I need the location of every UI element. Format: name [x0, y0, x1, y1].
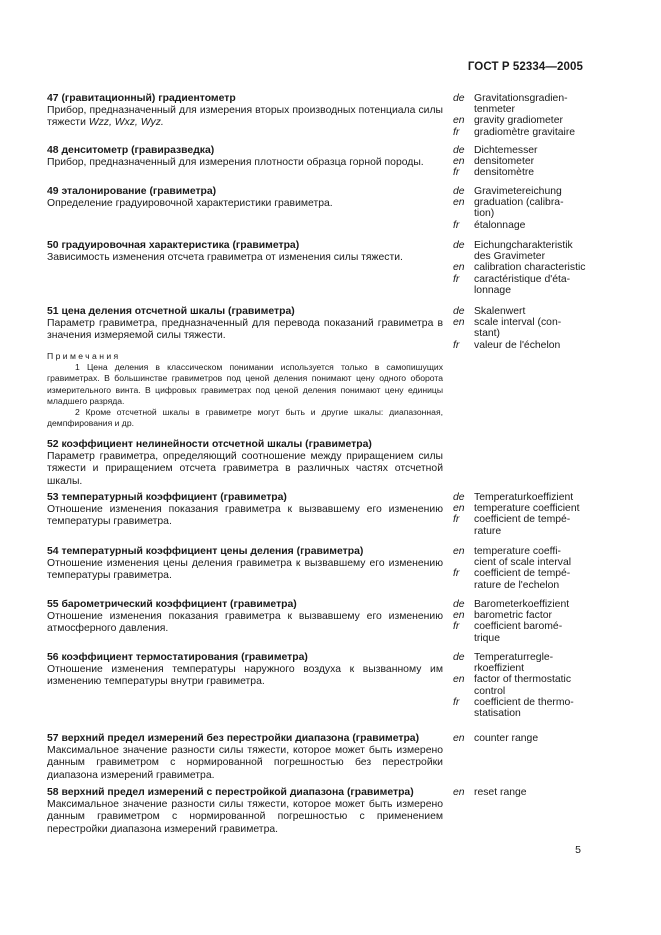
- translated-term: coefficient de thermo-: [474, 696, 574, 708]
- language-code: [453, 557, 474, 568]
- translation-line: [453, 251, 593, 262]
- language-code: de: [453, 492, 465, 503]
- translated-term: Barometerkoeffizient: [474, 599, 570, 610]
- language-code: de: [453, 652, 465, 663]
- translated-term: des Gravimeter: [474, 251, 546, 263]
- translations: [453, 93, 593, 138]
- translated-term: densitomètre: [474, 167, 535, 179]
- language-code: de: [453, 599, 465, 610]
- language-code: en: [453, 787, 465, 798]
- translated-term: Temperaturkoeffizient: [474, 492, 574, 503]
- translation-line: [453, 262, 593, 273]
- term-title: 54 температурный коэффициент цены деления (гравиметра): [47, 546, 364, 557]
- term-definition: Зависимость изменения отсчета гравиметра от изменения силы тяжести.: [47, 252, 403, 264]
- term-definition: Определение градуировочной характеристики гравиметра.: [47, 198, 333, 210]
- term-title: 47 (гравитационный) градиентометр: [47, 93, 236, 104]
- translated-term: counter range: [474, 733, 539, 744]
- language-code: fr: [453, 514, 460, 526]
- translated-term: Eichungcharakteristik: [474, 240, 573, 251]
- term-definition: Параметр гравиметра, предназначенный для перевода показаний гравиметра в значения измеряемой силы тяжести.: [47, 318, 443, 342]
- notes-heading: Примечания: [47, 351, 121, 361]
- translated-term: stant): [474, 328, 500, 340]
- term-definition: Максимальное значение разности силы тяжести, которое может быть измерено данным гравиметром с нормированной погрешностью с применением перестройки диапазона измерений гравиметра.: [47, 799, 443, 835]
- language-code: [453, 104, 474, 115]
- term-title: 55 барометрический коэффициент (гравиметра): [47, 599, 297, 610]
- translation-line: [453, 663, 593, 674]
- language-code: fr: [453, 167, 460, 179]
- translated-term: rature de l'echelon: [474, 579, 560, 591]
- language-code: fr: [453, 219, 460, 231]
- translated-term: Gravitationsgradien-: [474, 93, 568, 104]
- translations: [453, 599, 593, 644]
- translations: [453, 546, 593, 591]
- translation-line: [453, 104, 593, 115]
- translated-term: graduation (calibra-: [474, 197, 564, 209]
- language-code: [453, 328, 474, 339]
- translation-line: [453, 557, 593, 568]
- translated-term: valeur de l'échelon: [474, 339, 561, 351]
- translation-line: [453, 197, 593, 208]
- translated-term: factor of thermostatic: [474, 674, 572, 686]
- translation-line: [453, 787, 593, 798]
- translation-line: [453, 514, 593, 525]
- translation-line: [453, 240, 593, 251]
- page-number: 5: [575, 844, 581, 856]
- language-code: fr: [453, 339, 460, 351]
- term-title: 51 цена деления отсчетной шкалы (гравиметра): [47, 306, 295, 317]
- translated-term: Skalenwert: [474, 306, 526, 317]
- translation-line: [453, 93, 593, 104]
- translation-line: [453, 733, 593, 744]
- language-code: en: [453, 197, 465, 209]
- translation-line: [453, 208, 593, 219]
- translated-term: Dichtemesser: [474, 145, 538, 156]
- translated-term: coefficient baromé-: [474, 621, 563, 633]
- standard-code: ГОСТ Р 52334—2005: [467, 61, 583, 73]
- note-2: 2 Кроме отсчетной шкалы в гравиметре могут быть и другие шкалы: диапазонная, демпфирования и др.: [47, 407, 443, 429]
- translated-term: scale interval (con-: [474, 317, 562, 329]
- translations: [453, 652, 593, 719]
- translation-line: [453, 285, 593, 296]
- language-code: en: [453, 503, 465, 515]
- term-title: 50 градуировочная характеристика (гравиметра): [47, 240, 300, 251]
- translation-line: [453, 145, 593, 156]
- language-code: fr: [453, 621, 460, 633]
- term-definition: Прибор, предназначенный для измерения вторых производных потенциала силы тяжести: [47, 105, 443, 129]
- language-code: fr: [453, 126, 460, 138]
- translated-term: calibration characteristic: [474, 262, 586, 274]
- translation-line: [453, 156, 593, 167]
- language-code: [453, 686, 474, 697]
- translated-term: coefficient de tempé-: [474, 568, 571, 580]
- term-title: 49 эталонирование (гравиметра): [47, 186, 217, 197]
- term-title: 52 коэффициент нелинейности отсчетной шкалы (гравиметра): [47, 439, 372, 450]
- translation-line: [453, 317, 593, 328]
- language-code: en: [453, 156, 465, 168]
- translated-term: gravity gradiometer: [474, 115, 563, 127]
- language-code: en: [453, 546, 465, 557]
- translated-term: statisation: [474, 708, 521, 720]
- translated-term: densitometer: [474, 156, 535, 168]
- language-code: [453, 208, 474, 219]
- term-definition: Прибор, предназначенный для измерения плотности образца горной породы.: [47, 157, 424, 169]
- language-code: de: [453, 145, 465, 156]
- language-code: [453, 633, 474, 644]
- translated-term: Temperaturregle-: [474, 652, 554, 663]
- translations: [453, 145, 593, 179]
- translations: [453, 492, 593, 537]
- translation-line: [453, 580, 593, 591]
- language-code: [453, 285, 474, 296]
- note-1: 1 Цена деления в классическом понимании используется только в самопишущих гравиметрах. В большинстве гравиметров под ценой деления понимают цену одного оборота измерительного винта. В цифровых гравиметрах под ценой деления понимают цену единицы младшего разряда.: [47, 362, 443, 406]
- translation-line: [453, 127, 593, 138]
- term-definition: Параметр гравиметра, определяющий соотношение между приращением силы тяжести и приращением отсчета гравиметра в различных частях отсчетной шкалы.: [47, 451, 443, 487]
- language-code: de: [453, 186, 465, 197]
- language-code: en: [453, 610, 465, 622]
- translation-line: [453, 674, 593, 685]
- language-code: [453, 580, 474, 591]
- translated-term: lonnage: [474, 284, 511, 296]
- translation-line: [453, 328, 593, 339]
- language-code: en: [453, 115, 465, 127]
- translated-term: tion): [474, 208, 495, 220]
- language-code: [453, 526, 474, 537]
- translated-term: étalonnage: [474, 219, 526, 231]
- language-code: fr: [453, 273, 460, 285]
- translated-term: rkoeffizient: [474, 663, 525, 675]
- language-code: en: [453, 733, 465, 744]
- language-code: [453, 708, 474, 719]
- translations: [453, 240, 593, 296]
- translation-line: [453, 610, 593, 621]
- term-definition: Отношение изменения цены деления гравиметра к вызвавшему его изменению температуры гравиметра.: [47, 558, 443, 582]
- translation-line: [453, 708, 593, 719]
- translated-term: trique: [474, 632, 500, 644]
- translation-line: [453, 274, 593, 285]
- language-code: [453, 251, 474, 262]
- translated-term: control: [474, 685, 506, 697]
- notes: [47, 351, 443, 429]
- translation-line: [453, 186, 593, 197]
- translation-line: [453, 167, 593, 178]
- translation-line: [453, 633, 593, 644]
- language-code: en: [453, 317, 465, 329]
- translated-term: barometric factor: [474, 610, 552, 622]
- term-title: 56 коэффициент термостатирования (гравиметра): [47, 652, 308, 663]
- language-code: de: [453, 93, 465, 104]
- translated-term: temperature coeffi-: [474, 546, 562, 557]
- translation-line: [453, 621, 593, 632]
- language-code: en: [453, 674, 465, 686]
- term-definition: Отношение изменения температуры наружного воздуха к вызванному им изменению температуры внутри гравиметра.: [47, 664, 443, 688]
- term-definition: Максимальное значение разности силы тяжести, которое может быть измерено данным гравиметром с нормированной погрешностью без перестройки диапазона измерений гравиметра.: [47, 745, 443, 781]
- language-code: de: [453, 306, 465, 317]
- translations: [453, 787, 593, 798]
- language-code: fr: [453, 568, 460, 580]
- translation-line: [453, 503, 593, 514]
- formula: Wzz, Wxz, Wyz.: [88, 117, 164, 129]
- language-code: [453, 663, 474, 674]
- translations: [453, 733, 593, 744]
- translation-line: [453, 546, 593, 557]
- term-title: 58 верхний предел измерений с перестройкой диапазона (гравиметра): [47, 787, 414, 798]
- translation-line: [453, 340, 593, 351]
- translation-line: [453, 652, 593, 663]
- translation-line: [453, 568, 593, 579]
- translated-term: gradiomètre gravitaire: [474, 126, 576, 138]
- translated-term: coefficient de tempé-: [474, 514, 571, 526]
- translation-line: [453, 526, 593, 537]
- translation-line: [453, 220, 593, 231]
- term-title: 53 температурный коэффициент (гравиметра): [47, 492, 287, 503]
- term-title: 57 верхний предел измерений без перестройки диапазона (гравиметра): [47, 733, 420, 744]
- translated-term: cient of scale interval: [474, 557, 572, 569]
- translation-line: [453, 492, 593, 503]
- term-definition: Отношение изменения показания гравиметра к вызвавшему его изменению атмосферного давления.: [47, 611, 443, 635]
- term-title: 48 денситометр (гравиразведка): [47, 145, 215, 156]
- translation-line: [453, 306, 593, 317]
- translation-line: [453, 599, 593, 610]
- language-code: de: [453, 240, 465, 251]
- translations: [453, 306, 593, 351]
- translations: [453, 186, 593, 231]
- translation-line: [453, 686, 593, 697]
- translation-line: [453, 697, 593, 708]
- term-definition: Отношение изменения показания гравиметра к вызвавшему его изменению температуры гравиметра.: [47, 504, 443, 528]
- language-code: fr: [453, 696, 460, 708]
- translated-term: Gravimetereichung: [474, 186, 562, 197]
- translated-term: tenmeter: [474, 104, 516, 116]
- translated-term: temperature coefficient: [474, 503, 580, 515]
- translated-term: reset range: [474, 787, 527, 798]
- language-code: en: [453, 262, 465, 274]
- translated-term: rature: [474, 525, 502, 537]
- translation-line: [453, 115, 593, 126]
- translated-term: caractéristique d'éta-: [474, 273, 571, 285]
